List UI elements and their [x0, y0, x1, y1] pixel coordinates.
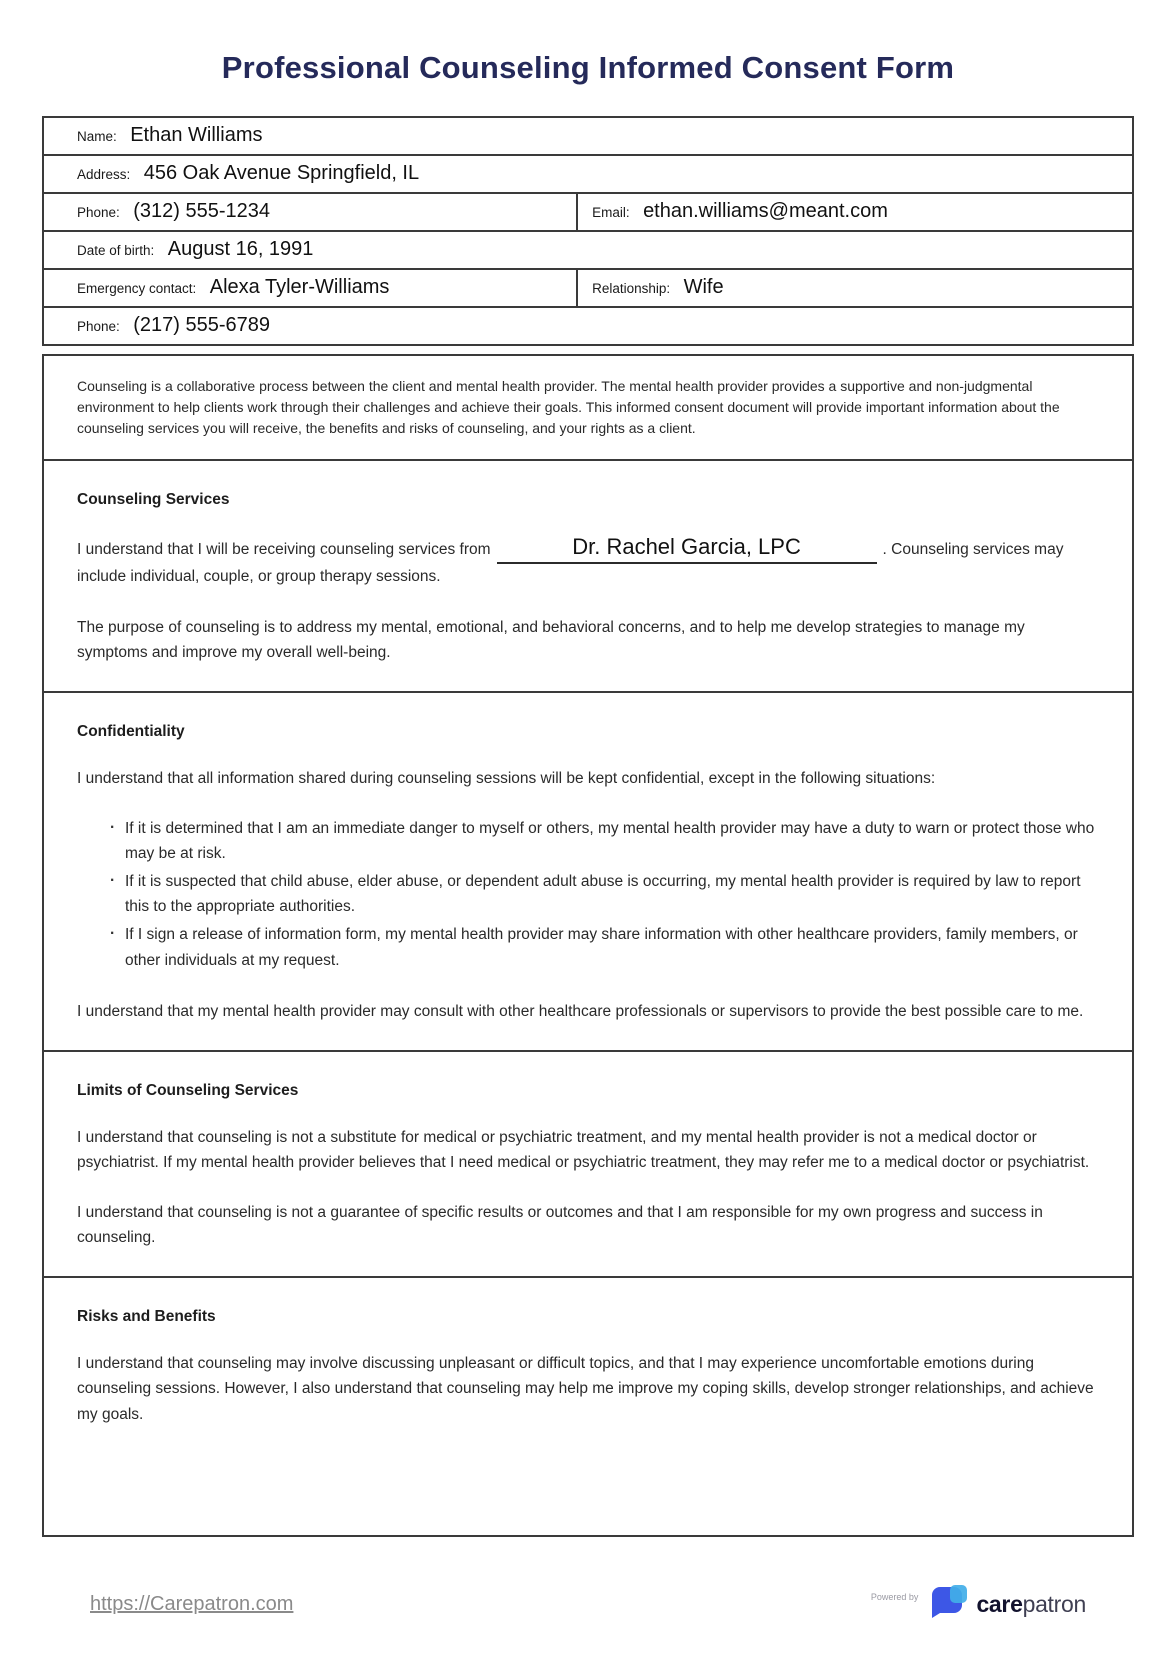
limits-heading: Limits of Counseling Services: [77, 1081, 299, 1099]
limits-section: [42, 1050, 1134, 1279]
dob-value: August 16, 1991: [167, 237, 314, 260]
emergency-contact-value: Alexa Tyler-Williams: [209, 275, 390, 298]
emergency-phone-label: Phone:: [77, 318, 120, 334]
brand-wordmark: [976, 1591, 1086, 1618]
carepatron-link[interactable]: https://Carepatron.com: [90, 1592, 294, 1615]
name-value: Ethan Williams: [130, 123, 263, 146]
brand-care-text: care: [976, 1590, 1023, 1617]
phone-field: [43, 193, 577, 231]
email-label: Email:: [592, 204, 630, 220]
confidentiality-intro: I understand that all information shared during counseling sessions will be kept confidential, except in the following situations:: [77, 769, 936, 787]
emergency-contact-field: [43, 269, 577, 307]
counseling-purpose-paragraph: The purpose of counseling is to address my mental, emotional, and behavioral concerns, and to help me develop strategies to manage my symptoms and improve my overall well-being.: [77, 618, 1025, 661]
brand-patron-text: patron: [1022, 1590, 1086, 1617]
page-footer: [90, 1585, 1086, 1624]
confidentiality-bullet-list: [77, 816, 1099, 973]
relationship-field: [577, 269, 1133, 307]
table-row: [43, 307, 1133, 345]
table-row: [43, 269, 1133, 307]
name-label: Name:: [77, 128, 117, 144]
email-value: ethan.williams@meant.com: [643, 199, 888, 222]
dob-field: [43, 231, 1133, 269]
dob-label: Date of birth:: [77, 242, 155, 258]
emergency-phone-field: [43, 307, 1133, 345]
limits-paragraph-2: I understand that counseling is not a guarantee of specific results or outcomes and that I am responsible for my own progress and success in counseling.: [77, 1204, 1043, 1247]
list-item: · If it is determined that I am an immediate danger to myself or others, my mental health provider may have a duty to warn or protect those who may be at risk.: [125, 816, 1099, 866]
table-row: [43, 231, 1133, 269]
page-title: Professional Counseling Informed Consent Form: [221, 50, 955, 85]
emergency-contact-label: Emergency contact:: [77, 280, 197, 296]
emergency-phone-value: (217) 555-6789: [133, 313, 271, 336]
counseling-services-section: [42, 459, 1134, 693]
table-row: [43, 155, 1133, 193]
limits-paragraph-1: I understand that counseling is not a substitute for medical or psychiatric treatment, and my mental health provider is not a medical doctor or psychiatrist. If my mental health provider believes that I need medical or psychiatric treatment, they may refer me to a medical doctor or psychiatrist.: [77, 1128, 1090, 1171]
intro-section: [42, 354, 1134, 461]
counseling-services-heading: Counseling Services: [77, 491, 230, 508]
confidentiality-closing: I understand that my mental health provider may consult with other healthcare professionals or supervisors to provide the best possible care to me.: [77, 1002, 1084, 1020]
table-row: [43, 193, 1133, 231]
list-item: · If I sign a release of information form, my mental health provider may share information with other healthcare providers, family members, or other individuals at my request.: [125, 922, 1099, 972]
phone-value: (312) 555-1234: [133, 199, 271, 222]
risks-benefits-heading: Risks and Benefits: [77, 1308, 216, 1326]
table-row: [43, 117, 1133, 155]
address-label: Address:: [77, 166, 131, 182]
patient-info-table: [42, 116, 1134, 346]
counseling-services-sentence: [77, 534, 1099, 589]
confidentiality-heading: Confidentiality: [77, 722, 185, 740]
sentence-after: . Counseling services may include individual, couple, or group therapy sessions.: [77, 541, 1064, 586]
confidentiality-section: [42, 691, 1134, 1052]
consent-form-document: [0, 50, 1176, 1624]
carepatron-logo-icon: [930, 1585, 968, 1624]
address-value: 456 Oak Avenue Springfield, IL: [143, 161, 420, 184]
powered-by-label: Powered by: [870, 1592, 919, 1603]
relationship-value: Wife: [683, 275, 724, 298]
address-field: [43, 155, 1133, 193]
phone-label: Phone:: [77, 204, 120, 220]
relationship-label: Relationship:: [592, 280, 671, 296]
risks-benefits-section: [42, 1276, 1134, 1536]
email-field: [577, 193, 1133, 231]
carepatron-brand: [871, 1585, 1086, 1624]
provider-name-fill-in: Dr. Rachel Garcia, LPC: [497, 534, 877, 564]
risks-benefits-paragraph: I understand that counseling may involve discussing unpleasant or difficult topics, and that I may experience uncomfortable emotions during counseling sessions. However, I also understand that counseling may help me improve my coping skills, develop stronger relationships, and achieve my goals.: [77, 1355, 1094, 1423]
sentence-before: I understand that I will be receiving counseling services from: [77, 541, 491, 559]
list-item: · If it is suspected that child abuse, elder abuse, or dependent adult abuse is occurring, my mental health provider is required by law to report this to the appropriate authorities.: [125, 869, 1099, 919]
intro-paragraph: Counseling is a collaborative process between the client and mental health provider. The mental health provider provides a supportive and non-judgmental environment to help clients work through their challenges and achieve their goals. This informed consent document will provide important information about the counseling services you will receive, the benefits and risks of counseling, and your rights as a client.: [77, 378, 1060, 436]
name-field: [43, 117, 1133, 155]
